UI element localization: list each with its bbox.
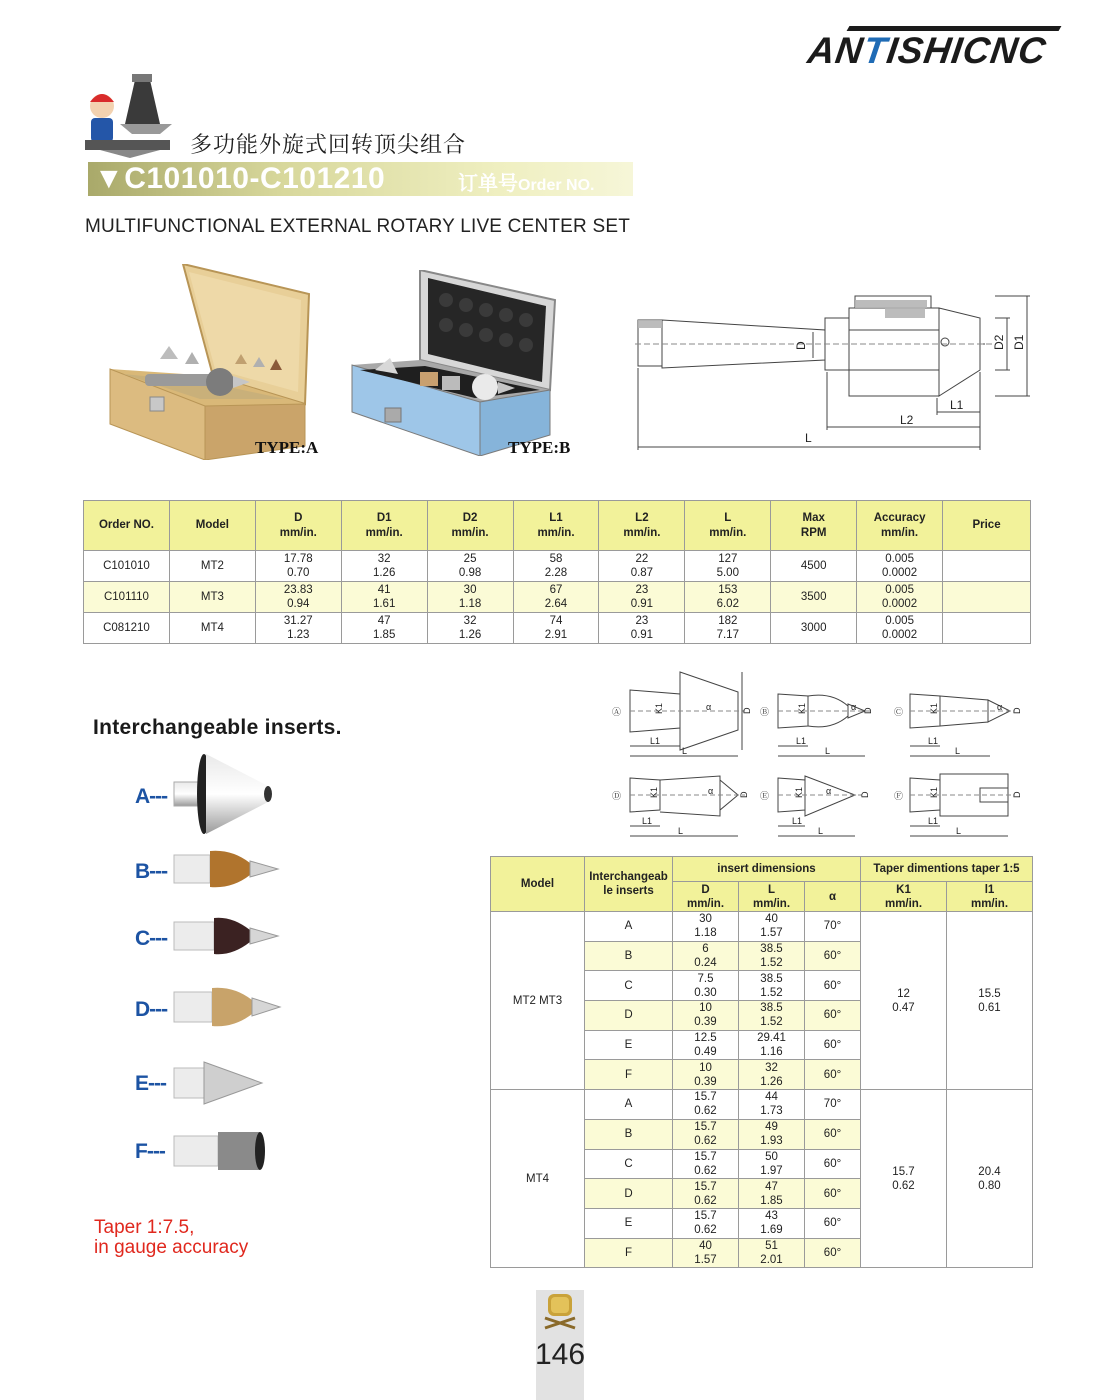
spec-header-cell: Max RPM — [771, 501, 857, 551]
spec-cell: 0.005 0.0002 — [857, 551, 943, 582]
insert-alpha-cell: 60° — [805, 1060, 861, 1090]
spec-header-cell: L1 mm/in. — [513, 501, 599, 551]
drawing-alpha: α — [706, 702, 712, 712]
insert-type-cell: B — [585, 941, 673, 971]
spec-cell: 58 2.28 — [513, 551, 599, 582]
type-b-label: TYPE:B — [508, 438, 571, 457]
spec-price-cell — [943, 582, 1031, 613]
drawing-alpha: α — [708, 786, 714, 796]
insert-subheader-cell: l1 mm/in. — [947, 882, 1033, 912]
drawing-alpha: α — [826, 786, 832, 796]
insert-a-label: A--- — [135, 785, 168, 808]
insert-cell: 10 0.39 — [673, 1001, 739, 1031]
dim-l: L — [805, 431, 812, 445]
spec-header-cell: D mm/in. — [255, 501, 341, 551]
drawing-k1: K1 — [654, 702, 664, 714]
spec-cell: 0.005 0.0002 — [857, 613, 943, 644]
spec-cell: 3000 — [771, 613, 857, 644]
brand-name: ANTISHICNC — [805, 30, 1050, 71]
insert-type-cell: F — [585, 1238, 673, 1268]
insert-l1-cell: 15.5 0.61 — [947, 912, 1033, 1090]
brand-logo — [805, 26, 1063, 72]
insert-cell: 12.5 0.49 — [673, 1030, 739, 1060]
insert-alpha-cell: 60° — [805, 941, 861, 971]
insert-cell: 30 1.18 — [673, 912, 739, 942]
insert-e-label: E--- — [135, 1072, 166, 1095]
spec-row — [84, 582, 1031, 613]
spec-cell: 31.27 1.23 — [255, 613, 341, 644]
drawing-dim-l: L — [825, 746, 831, 756]
insert-cell: 38.5 1.52 — [739, 971, 805, 1001]
insert-cell: 44 1.73 — [739, 1090, 805, 1120]
drawing-dim-l1: L1 — [642, 816, 653, 826]
taper-note: Taper 1:7.5, in gauge accuracy — [94, 1217, 249, 1258]
spec-header-cell: Model — [169, 501, 255, 551]
spec-row — [84, 613, 1031, 644]
drawing-label-a: Ⓐ — [612, 707, 622, 717]
spec-header-cell: Accuracy mm/in. — [857, 501, 943, 551]
insert-c-label: C--- — [135, 927, 168, 950]
insert-header-inserts: Interchangeab le inserts — [585, 857, 673, 912]
insert-l1-cell: 20.4 0.80 — [947, 1090, 1033, 1268]
drawing-dim-l1: L1 — [796, 736, 807, 746]
insert-row — [491, 912, 1033, 942]
insert-header-model: Model — [491, 857, 585, 912]
order-banner — [88, 162, 633, 196]
spec-cell: C081210 — [84, 613, 170, 644]
spec-cell: MT4 — [169, 613, 255, 644]
spec-header-cell: D2 mm/in. — [427, 501, 513, 551]
insert-b-image — [172, 845, 282, 893]
insert-alpha-cell: 70° — [805, 1090, 861, 1120]
insert-cell: 15.7 0.62 — [673, 1149, 739, 1179]
drawing-label-c: Ⓒ — [894, 707, 904, 717]
drawing-label-d: Ⓓ — [612, 791, 622, 801]
spec-header-cell: Price — [943, 501, 1031, 551]
insert-type-cell: A — [585, 1090, 673, 1120]
spec-cell: C101110 — [84, 582, 170, 613]
insert-alpha-cell: 60° — [805, 1030, 861, 1060]
spec-cell: 32 1.26 — [427, 613, 513, 644]
drawing-label-e: Ⓔ — [760, 791, 770, 801]
drawing-dim-l: L — [955, 746, 961, 756]
insert-cell: 40 1.57 — [673, 1238, 739, 1268]
spec-table — [83, 500, 1031, 644]
drawing-k1: K1 — [929, 702, 939, 714]
insert-subheader-cell: D mm/in. — [673, 882, 739, 912]
dim-d2: D2 — [992, 334, 1006, 350]
dim-l1: L1 — [950, 398, 964, 412]
insert-cell: 32 1.26 — [739, 1060, 805, 1090]
inserts-title: Interchangeable inserts. — [93, 716, 342, 739]
insert-cell: 38.5 1.52 — [739, 1001, 805, 1031]
order-label: 订单号Order NO. — [458, 173, 595, 195]
insert-c-image — [172, 912, 282, 960]
spec-cell: 182 7.17 — [685, 613, 771, 644]
insert-cell: 47 1.85 — [739, 1179, 805, 1209]
spec-cell: 3500 — [771, 582, 857, 613]
drawing-alpha: α — [997, 702, 1003, 712]
insert-alpha-cell: 60° — [805, 1238, 861, 1268]
mascot-illustration — [80, 74, 174, 158]
insert-type-cell: A — [585, 912, 673, 942]
spec-header-cell: D1 mm/in. — [341, 501, 427, 551]
drawing-dim-l: L — [818, 826, 824, 836]
live-center-drawing — [635, 290, 1040, 455]
insert-a-image — [172, 752, 276, 836]
insert-k1-cell: 15.7 0.62 — [861, 1090, 947, 1268]
insert-row — [491, 1090, 1033, 1120]
dim-d: D — [794, 341, 808, 350]
insert-cell: 49 1.93 — [739, 1119, 805, 1149]
spec-row — [84, 551, 1031, 582]
insert-cell: 15.7 0.62 — [673, 1179, 739, 1209]
insert-cell: 7.5 0.30 — [673, 971, 739, 1001]
insert-k1-cell: 12 0.47 — [861, 912, 947, 1090]
insert-f-image — [172, 1130, 267, 1172]
insert-header-row — [491, 857, 1033, 882]
drawing-label-f: Ⓕ — [894, 791, 904, 801]
spec-cell: 74 2.91 — [513, 613, 599, 644]
footer-emblem-icon — [541, 1292, 579, 1330]
drawing-k1: K1 — [649, 786, 659, 798]
insert-type-cell: C — [585, 1149, 673, 1179]
insert-cell: 10 0.39 — [673, 1060, 739, 1090]
insert-cell: 15.7 0.62 — [673, 1119, 739, 1149]
insert-cell: 29.41 1.16 — [739, 1030, 805, 1060]
insert-cell: 6 0.24 — [673, 941, 739, 971]
spec-cell: MT3 — [169, 582, 255, 613]
spec-cell: 0.005 0.0002 — [857, 582, 943, 613]
insert-drawings — [610, 666, 1040, 846]
insert-subheader-cell: K1 mm/in. — [861, 882, 947, 912]
spec-cell: C101010 — [84, 551, 170, 582]
insert-header-dims: insert dimensions — [673, 857, 861, 882]
insert-cell: 50 1.97 — [739, 1149, 805, 1179]
spec-cell: 30 1.18 — [427, 582, 513, 613]
type-a-photo — [105, 264, 310, 460]
drawing-dim-l1: L1 — [928, 736, 939, 746]
spec-cell: 23 0.91 — [599, 582, 685, 613]
spec-cell: 153 6.02 — [685, 582, 771, 613]
insert-alpha-cell: 70° — [805, 912, 861, 942]
spec-cell: 23.83 0.94 — [255, 582, 341, 613]
drawing-d: D — [863, 707, 873, 714]
spec-cell: 127 5.00 — [685, 551, 771, 582]
insert-alpha-cell: 60° — [805, 1119, 861, 1149]
drawing-dim-l: L — [678, 826, 684, 836]
drawing-d: D — [860, 791, 870, 798]
insert-cell: 15.7 0.62 — [673, 1090, 739, 1120]
english-title: MULTIFUNCTIONAL EXTERNAL ROTARY LIVE CENTER SET — [85, 216, 631, 237]
spec-header-cell: L mm/in. — [685, 501, 771, 551]
spec-cell: 41 1.61 — [341, 582, 427, 613]
spec-cell: 67 2.64 — [513, 582, 599, 613]
spec-header-row — [84, 501, 1031, 551]
insert-type-cell: F — [585, 1060, 673, 1090]
spec-cell: 17.78 0.70 — [255, 551, 341, 582]
chinese-title: 多功能外旋式回转顶尖组合 — [190, 133, 467, 158]
drawing-k1: K1 — [797, 702, 807, 714]
spec-cell: 47 1.85 — [341, 613, 427, 644]
insert-d-label: D--- — [135, 998, 168, 1021]
insert-type-cell: D — [585, 1001, 673, 1031]
drawing-dim-l: L — [956, 826, 962, 836]
insert-b-label: B--- — [135, 860, 168, 883]
insert-type-cell: B — [585, 1119, 673, 1149]
spec-cell: 23 0.91 — [599, 613, 685, 644]
spec-cell: 22 0.87 — [599, 551, 685, 582]
insert-cell: 15.7 0.62 — [673, 1208, 739, 1238]
drawing-dim-l1: L1 — [928, 816, 939, 826]
spec-cell: 32 1.26 — [341, 551, 427, 582]
drawing-k1: K1 — [929, 786, 939, 798]
spec-cell: 4500 — [771, 551, 857, 582]
spec-cell: 25 0.98 — [427, 551, 513, 582]
type-b-photo — [350, 270, 560, 456]
insert-f-label: F--- — [135, 1140, 165, 1163]
page-number: 146 — [534, 1338, 586, 1371]
insert-type-cell: E — [585, 1030, 673, 1060]
insert-alpha-cell: 60° — [805, 1208, 861, 1238]
type-a-label: TYPE:A — [255, 438, 319, 457]
insert-cell: 43 1.69 — [739, 1208, 805, 1238]
insert-model-cell: MT2 MT3 — [491, 912, 585, 1090]
insert-cell: 40 1.57 — [739, 912, 805, 942]
insert-table — [490, 856, 1033, 1268]
drawing-dim-l1: L1 — [792, 816, 803, 826]
order-range: ▼C101010-C101210 — [94, 162, 386, 195]
spec-price-cell — [943, 613, 1031, 644]
drawing-d: D — [742, 707, 752, 714]
insert-e-image — [172, 1058, 267, 1108]
insert-alpha-cell: 60° — [805, 971, 861, 1001]
spec-header-cell: Order NO. — [84, 501, 170, 551]
dim-d1: D1 — [1012, 334, 1026, 350]
insert-subheader-cell: α — [805, 882, 861, 912]
insert-d-image — [172, 982, 282, 1032]
insert-header-taper: Taper dimentions taper 1:5 — [861, 857, 1033, 882]
drawing-d: D — [1012, 791, 1022, 798]
insert-alpha-cell: 60° — [805, 1001, 861, 1031]
drawing-d: D — [1012, 707, 1022, 714]
spec-price-cell — [943, 551, 1031, 582]
insert-cell: 38.5 1.52 — [739, 941, 805, 971]
drawing-alpha: α — [851, 702, 857, 712]
insert-model-cell: MT4 — [491, 1090, 585, 1268]
insert-type-cell: C — [585, 971, 673, 1001]
insert-subheader-cell: L mm/in. — [739, 882, 805, 912]
drawing-k1: K1 — [794, 786, 804, 798]
drawing-dim-l: L — [682, 746, 688, 756]
drawing-label-b: Ⓑ — [760, 707, 770, 717]
insert-type-cell: D — [585, 1179, 673, 1209]
spec-header-cell: L2 mm/in. — [599, 501, 685, 551]
insert-alpha-cell: 60° — [805, 1179, 861, 1209]
drawing-d: D — [739, 791, 749, 798]
dim-l2: L2 — [900, 413, 914, 427]
insert-alpha-cell: 60° — [805, 1149, 861, 1179]
insert-cell: 51 2.01 — [739, 1238, 805, 1268]
drawing-dim-l1: L1 — [650, 736, 661, 746]
spec-cell: MT2 — [169, 551, 255, 582]
insert-type-cell: E — [585, 1208, 673, 1238]
